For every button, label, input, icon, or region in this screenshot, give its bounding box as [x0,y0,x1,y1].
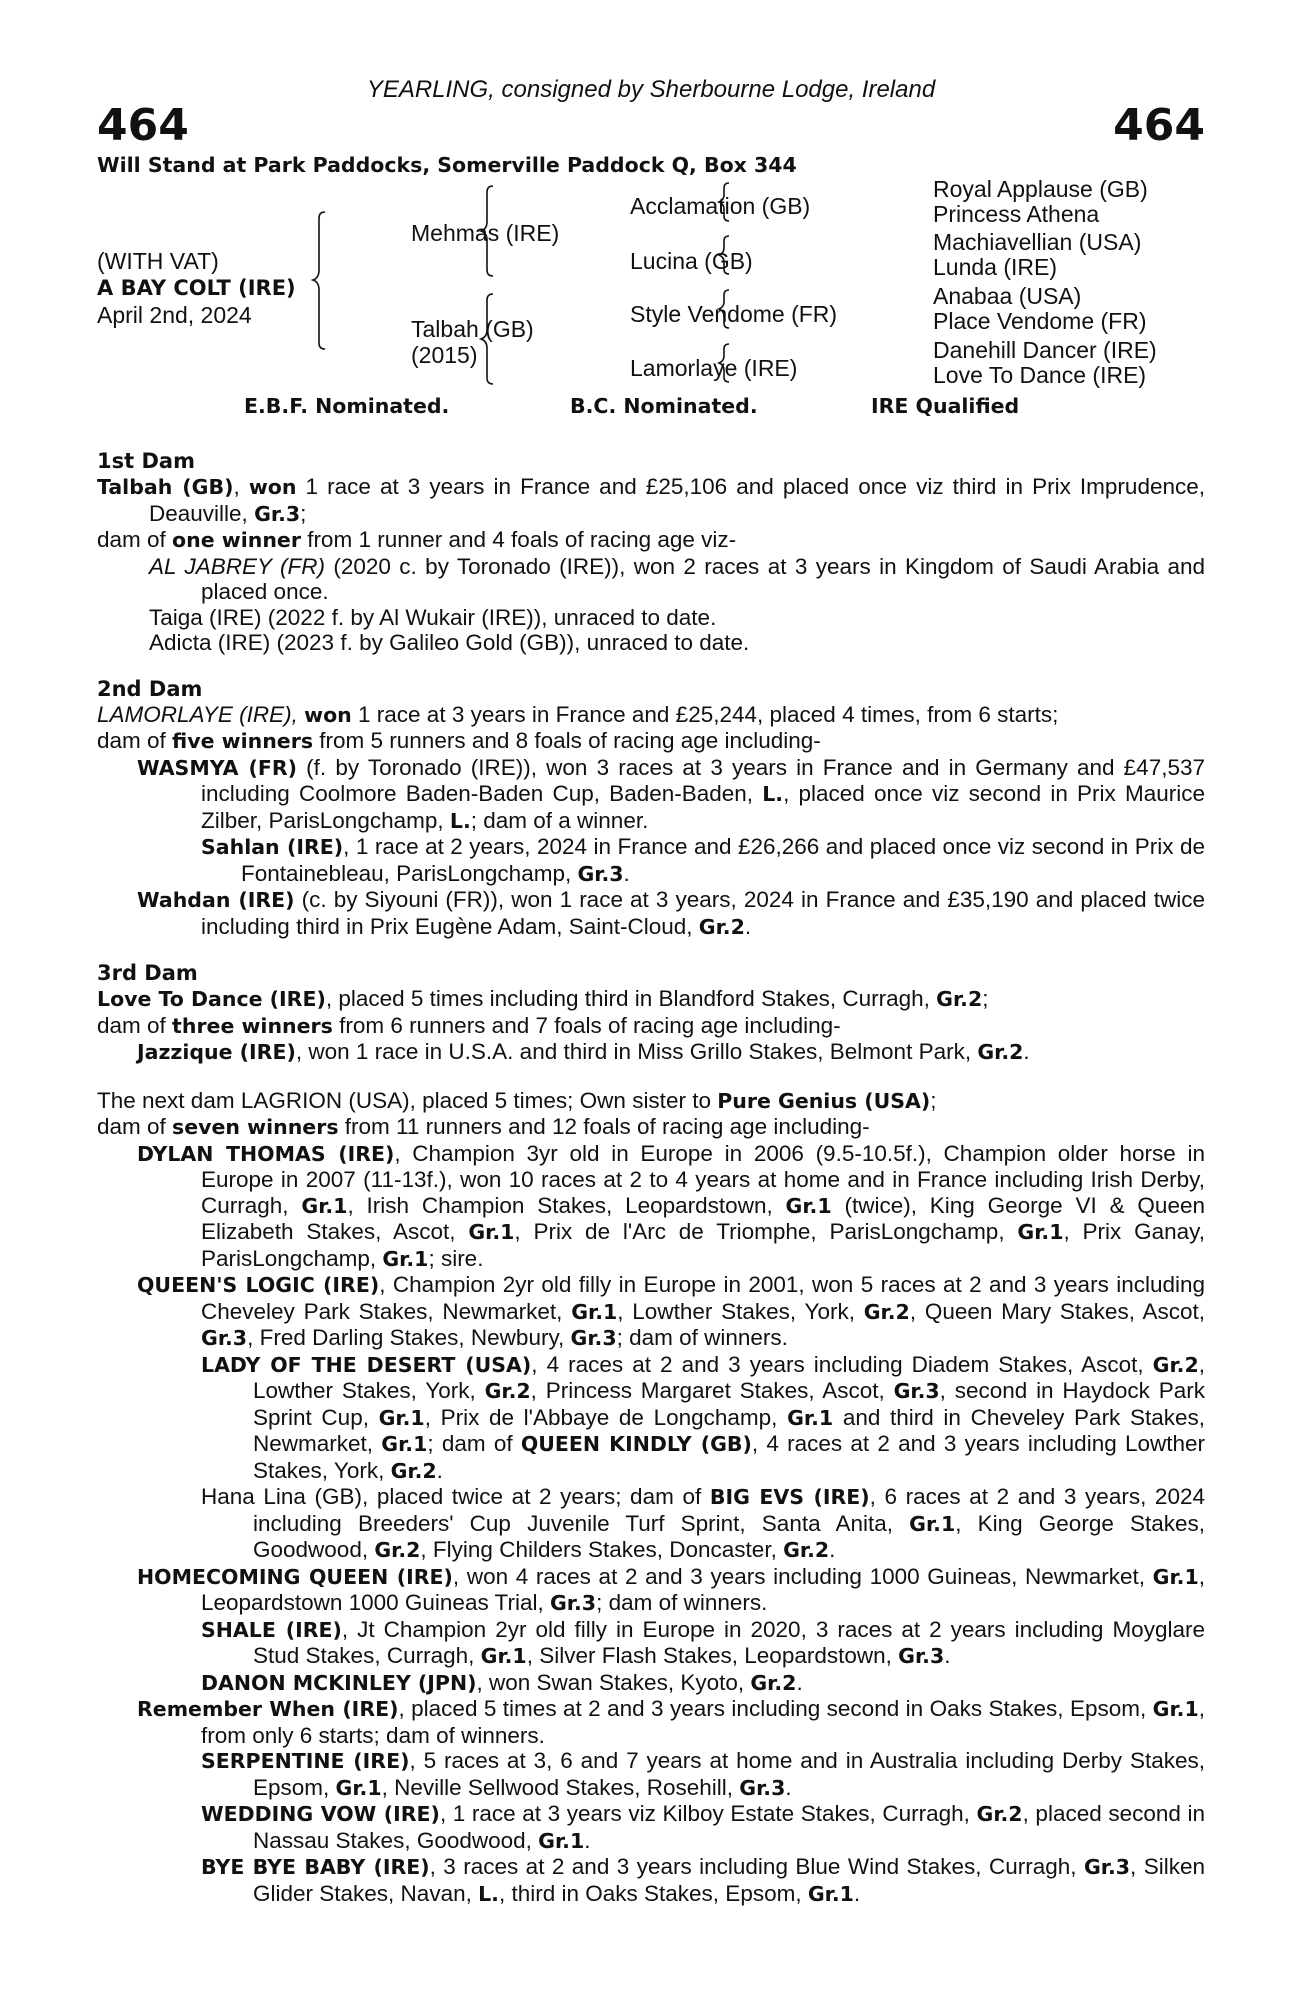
produce-name: SERPENTINE (IRE) [201,1749,410,1773]
grade-label: Gr.2 [1152,1352,1199,1377]
produce-wasmya [97,755,1205,835]
record-text: , Lowther Stakes, York, [253,1351,1205,1403]
grade-label: Gr.1 [787,1405,834,1430]
record-text: , Prix de l'Arc de Triomphe, ParisLongchamp, [514,1219,1018,1244]
second-dam-produce-summary [97,728,1205,755]
record-text: , Queen Mary Stakes, Ascot, [909,1298,1205,1324]
record-text: , Irish Champion Stakes, Leopardstown, [347,1192,786,1218]
produce-taiga: Taiga (IRE) (2022 f. by Al Wukair (IRE)), unraced to date. [149,604,717,630]
great-grandparent-4: Lunda (IRE) [933,254,1058,280]
record-text: 1 race at 3 years in France and £25,244, placed 4 times, from 6 starts; [351,701,1059,727]
nominations-row [97,392,1205,426]
record-text: ; dam of a winner. [470,807,649,833]
grade-label: Gr.3 [898,1644,945,1668]
record-text: from 6 runners and 7 foals of racing age including- [332,1012,841,1038]
second-dam-record [97,702,1205,729]
record-text: , 4 races at 2 and 3 years including Lowther Stakes, York, [253,1431,1205,1483]
produce-hana-lina [97,1484,1205,1564]
grade-label: Gr.2 [936,987,983,1011]
great-grandparent-7: Danehill Dancer (IRE) [933,337,1157,363]
record-text: , King George Stakes, Goodwood, [253,1510,1206,1562]
ebf-nomination: E.B.F. Nominated. [244,394,450,418]
catalogue-page [97,76,1205,1907]
record-text: , Leopardstown 1000 Guineas Trial, [201,1563,1205,1615]
sire-sire: Acclamation (GB) [630,193,811,219]
grade-label: Gr.3 [739,1775,786,1800]
dam-dam: Lamorlaye (IRE) [630,355,798,381]
record-text: , won Swan Stakes, Kyoto, [476,1669,751,1695]
section-gap [97,1066,1205,1088]
third-dam-record [97,986,1205,1013]
produce-name: WEDDING VOW (IRE) [201,1802,440,1826]
record-text: from 11 runners and 12 foals of racing age including- [338,1114,870,1139]
record-text: , placed once viz second in Prix Maurice Zilber, ParisLongchamp, [201,781,1205,833]
produce-name: HOMECOMING QUEEN (IRE) [137,1564,453,1589]
winners-count: seven winners [172,1115,339,1139]
record-text: (f. by Toronado (IRE)), won 3 races at 3 years in France and in Germany and £47,537 including Coolmore Baden-Baden Cup, Baden-Baden, [201,754,1205,806]
record-text: , 1 race at 2 years, 2024 in France and £26,266 and placed once viz second in Prix de Fontainebleau, ParisLongchamp, [241,834,1205,886]
grade-label: Gr.1 [335,1775,382,1800]
produce-lady-of-the-desert [97,1352,1205,1485]
grade-label: Gr.2 [976,1802,1023,1826]
record-text: , placed second in Nassau Stakes, Goodwood, [253,1801,1205,1853]
produce-bye-bye-baby [97,1854,1205,1907]
won-label: won [304,702,352,727]
record-text: (twice), King George VI & Queen Elizabeth Stakes, Ascot, [201,1192,1205,1244]
record-text: , placed 5 times including third in Blandford Stakes, Curragh, [325,986,937,1011]
record-text: The next dam LAGRION (USA), placed 5 times; Own sister to [97,1087,718,1113]
foaling-date: April 2nd, 2024 [97,302,252,328]
record-text: from 1 runner and 4 foals of racing age viz- [300,527,737,552]
record-text: (c. by Siyouni (FR)), won 1 race at 3 years, 2024 in France and £35,190 and placed twice including third in Prix Eugène Adam, Saint-Cloud, [201,887,1206,939]
produce-name: Remember When (IRE) [137,1697,399,1721]
record-text: , placed 5 times at 2 and 3 years including second in Oaks Stakes, Epsom, [398,1696,1153,1721]
produce-name: QUEEN KINDLY (GB) [520,1432,752,1456]
record-text: dam of [97,728,173,753]
record-text: , Princess Margaret Stakes, Ascot, [530,1378,894,1403]
record-text: dam of [97,527,173,552]
lot-number-row [97,102,1205,150]
grade-label: Gr.2 [390,1458,437,1483]
produce-homecoming-queen [97,1564,1205,1617]
winners-count: three winners [172,1013,333,1038]
grade-label: Gr.1 [1152,1697,1199,1721]
second-dam-name: LAMORLAYE (IRE), [97,701,298,727]
record-text: , Champion 2yr old filly in Europe in 2001, won 5 races at 2 and 3 years including Cheveley Park Stakes, Newmarket, [201,1272,1206,1324]
grade-label: Gr.1 [785,1193,832,1218]
grade-label: Gr.3 [201,1326,248,1350]
dam-year: (2015) [411,342,478,368]
record-text: . [853,1880,861,1906]
grade-label: Gr.1 [378,1405,425,1430]
produce-adicta: Adicta (IRE) (2023 f. by Galileo Gold (GB)), unraced to date. [149,630,750,655]
record-text: , 4 races at 2 and 3 years including Diadem Stakes, Ascot, [531,1351,1153,1377]
record-text: . [944,1643,951,1668]
produce-name: AL JABREY (FR) [149,553,325,579]
grade-label: Gr.3 [893,1379,940,1403]
grade-label: Gr.1 [301,1193,348,1218]
horse-name: A BAY COLT (IRE) [97,276,296,300]
grade-label: Gr.2 [374,1538,421,1562]
record-text: . [785,1774,792,1800]
record-text: , second in Haydock Park Sprint Cup, [253,1378,1205,1430]
next-dam-produce-summary [97,1114,1205,1141]
dam-sire: Style Vendome (FR) [630,301,838,327]
record-text: , won 1 race in U.S.A. and third in Miss Grillo Stakes, Belmont Park, [295,1039,978,1064]
grade-label: Gr.1 [571,1299,618,1324]
produce-jazzique [97,1039,1205,1066]
produce-wahdan [97,887,1205,940]
record-text: (2020 c. by Toronado (IRE)), won 2 races at 3 years in Kingdom of Saudi Arabia and placed once. [201,553,1205,604]
produce-name: Wahdan (IRE) [137,888,295,912]
great-grandparent-8: Love To Dance (IRE) [933,362,1147,388]
record-text: , Neville Sellwood Stakes, Rosehill, [381,1774,740,1800]
record-text: , from only 6 starts; dam of winners. [201,1696,1206,1748]
won-label: won [248,475,297,499]
record-text: , Lowther Stakes, York, [617,1298,864,1324]
produce-name: DANON MCKINLEY (JPN) [201,1670,477,1695]
record-text: , Silken Glider Stakes, Navan, [253,1854,1205,1906]
first-dam-name: Talbah (GB) [97,475,234,499]
grade-label: Gr.1 [909,1511,956,1536]
grade-label: Gr.2 [977,1040,1024,1064]
produce-queens-logic [97,1272,1205,1352]
produce-shale [97,1617,1205,1670]
record-text: , 3 races at 2 and 3 years including Blue Wind Stakes, Curragh, [429,1854,1084,1879]
produce-name: SHALE (IRE) [201,1617,342,1642]
grade-label: Gr.1 [807,1881,854,1906]
record-text: , 1 race at 3 years viz Kilboy Estate Stakes, Curragh, [439,1801,977,1826]
record-text: , Silver Flash Stakes, Leopardstown, [526,1643,899,1668]
produce-sahlan [97,834,1205,887]
record-text: . [623,860,630,886]
ire-qualified: IRE Qualified [871,394,1020,418]
record-text: ; [300,500,307,526]
produce-name: WASMYA (FR) [137,755,298,780]
produce-remember-when [97,1696,1205,1748]
first-dam-record: Talbah (GB), won 1 race at 3 years in France and £25,106 and placed once viz third in Prix Imprudence, Deauville, Gr.3; [97,474,1205,526]
grade-label: Gr.3 [570,1326,617,1350]
produce-name: BYE BYE BABY (IRE) [201,1855,430,1879]
grade-label: Gr.1 [382,1246,429,1271]
grade-label: Gr.2 [750,1670,797,1695]
record-text: , third in Oaks Stakes, Epsom, [498,1880,808,1906]
record-text: , Prix Ganay, ParisLongchamp, [201,1219,1205,1271]
sire-dam: Lucina (GB) [630,248,753,274]
grade-label: Gr.3 [577,861,624,886]
record-text: Hana Lina (GB), placed twice at 2 years; dam of [201,1484,710,1509]
great-grandparent-6: Place Vendome (FR) [933,308,1147,334]
record-text: . [744,913,752,939]
sire-name: Mehmas (IRE) [411,220,560,246]
great-grandparent-3: Machiavellian (USA) [933,229,1142,255]
lot-number-right: 464 [1113,100,1205,151]
record-text: ; sire. [428,1245,484,1271]
record-text: , 5 races at 3, 6 and 7 years at home and in Australia including Derby Stakes, Epsom, [253,1748,1205,1800]
produce-danon-mckinley [97,1670,1205,1697]
pedigree-table [97,178,1205,392]
record-text: and third in Cheveley Park Stakes, Newmarket, [253,1404,1205,1456]
grade-label: Gr.1 [1017,1220,1064,1244]
record-text: dam of [97,1114,173,1139]
grade-label: Gr.1 [381,1432,428,1456]
grade-label: Gr.1 [1152,1564,1199,1589]
produce-wedding-vow [97,1801,1205,1854]
grade-label: Gr.2 [783,1538,830,1562]
bc-nomination: B.C. Nominated. [570,394,758,418]
grade-label: Gr.1 [538,1828,585,1853]
record-text: , Flying Childers Stakes, Doncaster, [420,1537,784,1562]
produce-name: Sahlan (IRE) [201,835,344,859]
record-text: dam of [97,1012,173,1038]
record-text: , 6 races at 2 and 3 years, 2024 including Breeders' Cup Juvenile Turf Sprint, Santa Anita, [253,1484,1205,1536]
grade-label: Gr.3 [549,1591,597,1615]
record-text: ; [930,1087,937,1113]
stand-location: Will Stand at Park Paddocks, Somerville Paddock Q, Box 344 [97,153,797,177]
grade-label: L. [762,782,784,806]
first-dam-produce-summary [97,527,1205,554]
next-dam-record [97,1088,1205,1115]
third-dam-heading: 3rd Dam [97,961,198,985]
grade-label: Gr.2 [698,914,745,939]
record-text: . [584,1827,591,1853]
record-text: , Fred Darling Stakes, Newbury, [247,1325,571,1350]
grade-label: Gr.2 [863,1299,910,1324]
produce-dylan-thomas [97,1141,1205,1273]
third-dam-name: Love To Dance (IRE) [97,987,326,1011]
sister-name: Pure Genius (USA) [717,1088,931,1113]
record-text: . [829,1537,836,1562]
record-text: ; dam of winners. [596,1590,768,1615]
record-text: ; [982,986,989,1011]
produce-name: LADY OF THE DESERT (USA) [201,1352,532,1377]
lot-number-left: 464 [97,100,189,151]
great-grandparent-2: Princess Athena [933,201,1100,227]
record-text: ; dam of [427,1431,521,1456]
record-text: , Champion 3yr old in Europe in 2006 (9.5-10.5f.), Champion older horse in Europe in 2007 (11-13f.), won 10 races at 2 to 4 years at home and in France including Irish Derby, Curragh, [201,1140,1205,1218]
winners-count: five winners [172,729,314,753]
produce-al-jabrey [97,554,1205,605]
grade-label: Gr.1 [480,1644,527,1668]
produce-name: Jazzique (IRE) [137,1040,296,1064]
produce-serpentine [97,1748,1205,1801]
grade-label: Gr.1 [468,1220,515,1244]
great-grandparent-5: Anabaa (USA) [933,283,1082,309]
second-dam-heading: 2nd Dam [97,676,203,701]
vat-label: (WITH VAT) [97,248,219,274]
record-text: , Jt Champion 2yr old filly in Europe in 2020, 3 races at 2 years including Moyglare Stud Stakes, Curragh, [253,1616,1205,1668]
dam-name: Talbah (GB) [411,316,534,342]
winners-count: one winner [172,528,301,552]
grade-label: Gr.3 [254,501,301,526]
great-grandparent-1: Royal Applause (GB) [933,176,1148,202]
grade-label: Gr.2 [484,1379,531,1403]
record-text: . [436,1457,443,1483]
record-text: , Prix de l'Abbaye de Longchamp, [424,1404,788,1430]
grade-label: L. [449,808,471,833]
record-text: from 5 runners and 8 foals of racing age including- [313,728,821,753]
produce-name: BIG EVS (IRE) [709,1485,870,1509]
record-text: ; dam of winners. [616,1325,788,1350]
consignment-line: YEARLING, consigned by Sherbourne Lodge, Ireland [366,76,936,103]
record-text: , won 4 races at 2 and 3 years including 1000 Guineas, Newmarket, [452,1563,1153,1589]
grade-label: Gr.3 [1083,1855,1131,1879]
record-text: . [1023,1039,1030,1064]
produce-name: DYLAN THOMAS (IRE) [137,1141,395,1166]
record-text: 1 race at 3 years in France and £25,106 and placed once viz third in Prix Imprudence, Deauville, [149,474,1205,526]
produce-name: QUEEN'S LOGIC (IRE) [137,1273,380,1297]
record-text: . [796,1669,803,1695]
first-dam-heading: 1st Dam [97,449,195,473]
third-dam-produce-summary [97,1013,1205,1040]
grade-label: L. [478,1881,499,1906]
